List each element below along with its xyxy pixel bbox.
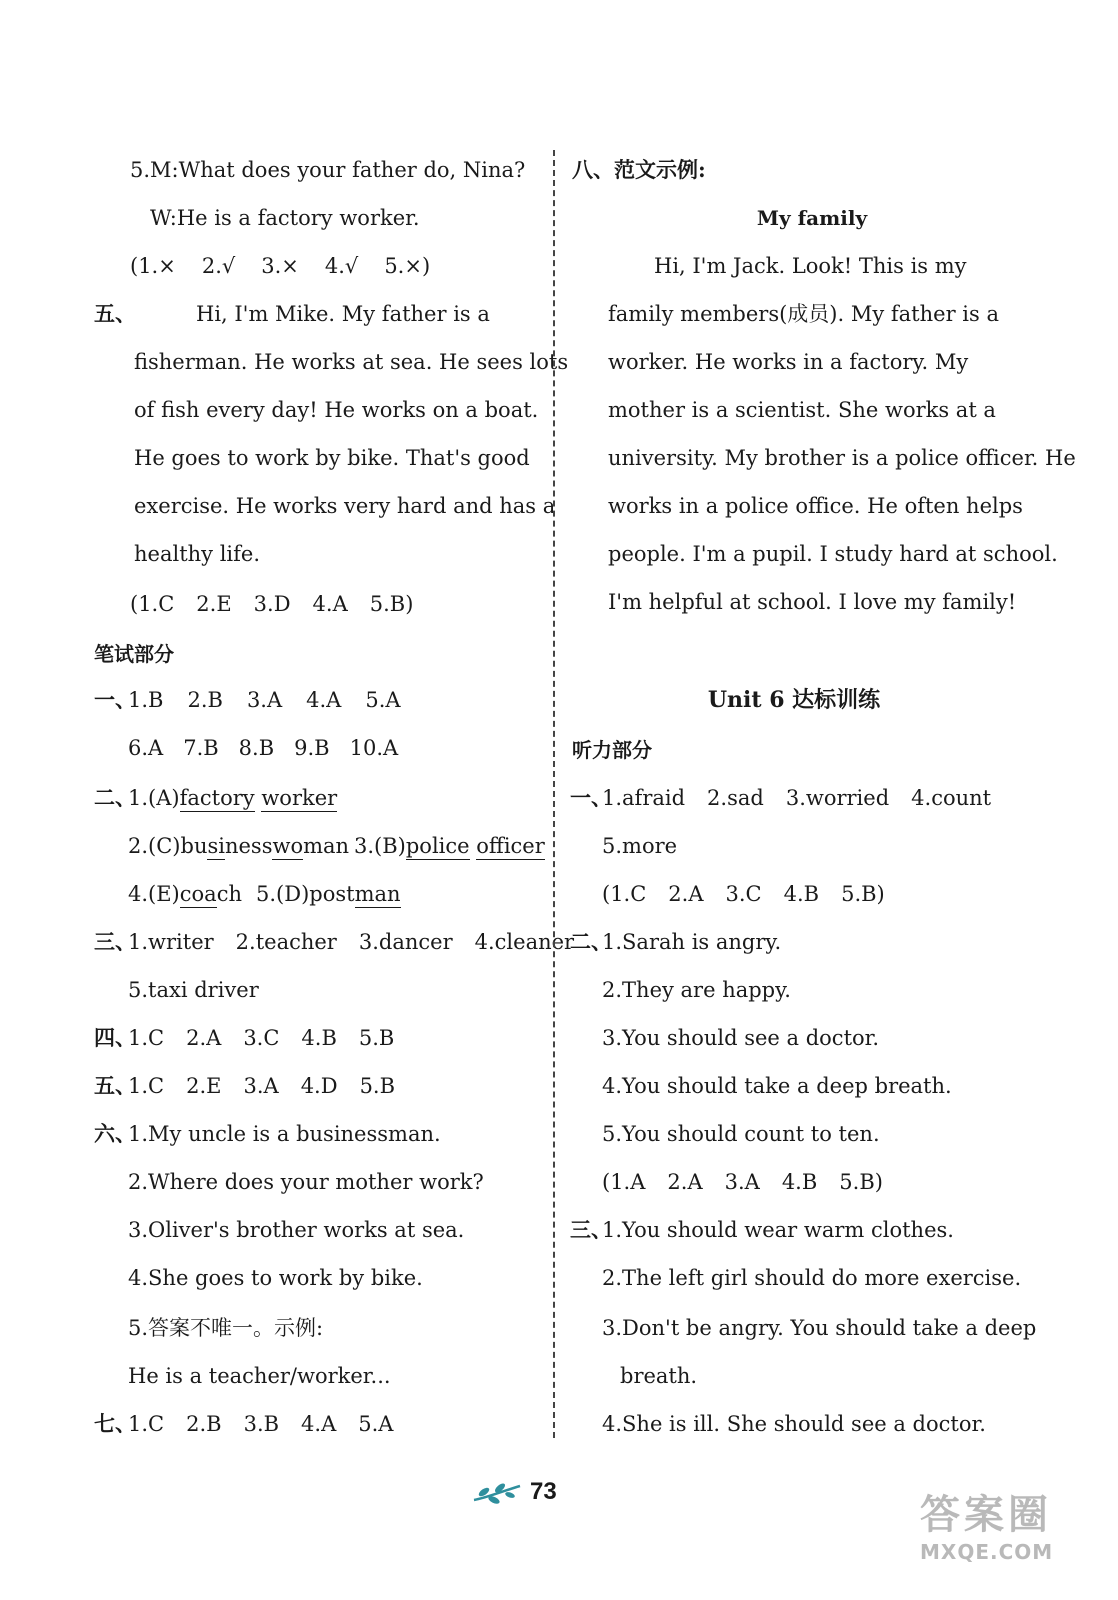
w2-item: 1.(A)factory worker bbox=[128, 786, 338, 810]
w2-item: 4.(E)coach bbox=[128, 882, 242, 906]
section-tag: 七、 bbox=[94, 1411, 136, 1436]
column-divider bbox=[553, 150, 555, 1438]
passage-line: healthy life. bbox=[134, 542, 260, 566]
l1-row1: 1.afraid 2.sad 3.worried 4.count bbox=[602, 786, 992, 810]
l2-line: 5.You should count to ten. bbox=[602, 1122, 880, 1146]
essay-line: university. My brother is a police officer. He bbox=[608, 446, 1076, 470]
w4-answers: 1.C 2.A 3.C 4.B 5.B bbox=[128, 1026, 395, 1050]
watermark bbox=[920, 1490, 1053, 1564]
q5-answers bbox=[130, 252, 450, 280]
passage-line: of fish every day! He works on a boat. bbox=[134, 398, 539, 422]
section-tag: 四、 bbox=[94, 1025, 136, 1050]
l2-answers: (1.A 2.A 3.A 4.B 5.B) bbox=[602, 1170, 883, 1194]
essay-line: I'm helpful at school. I love my family! bbox=[608, 590, 1017, 614]
w2-item: 3.(B)police officer bbox=[354, 834, 545, 858]
answer: 5.×) bbox=[384, 254, 431, 278]
section-tag: 八、范文示例: bbox=[572, 157, 706, 182]
essay-line: Hi, I'm Jack. Look! This is my bbox=[654, 254, 967, 278]
answer: (1.× bbox=[130, 254, 176, 278]
w1-row2: 6.A 7.B 8.B 9.B 10.A bbox=[128, 736, 399, 760]
l3-line: 2.The left girl should do more exercise. bbox=[602, 1266, 1022, 1290]
l2-line: 1.Sarah is angry. bbox=[602, 930, 782, 954]
passage-line: fisherman. He works at sea. He sees lots bbox=[134, 350, 569, 374]
essay-line: works in a police office. He often helps bbox=[608, 494, 1023, 518]
w6-line: 1.My uncle is a businessman. bbox=[128, 1122, 441, 1146]
w2-item: 5.(D)postman bbox=[256, 882, 401, 906]
q5-m-line: 5.M:What does your father do, Nina? bbox=[130, 158, 526, 182]
watermark-title: 答案圈 bbox=[920, 1492, 1052, 1538]
listening-heading: 听力部分 bbox=[572, 738, 652, 762]
w5-answers: 1.C 2.E 3.A 4.D 5.B bbox=[128, 1074, 396, 1098]
w1-row1: 1.B 2.B 3.A 4.A 5.A bbox=[128, 688, 401, 712]
w3-row1: 1.writer 2.teacher 3.dancer 4.cleaner bbox=[128, 930, 575, 954]
essay-line: people. I'm a pupil. I study hard at school. bbox=[608, 542, 1058, 566]
essay-line: family members(成员). My father is a bbox=[608, 302, 999, 326]
q5-w-line: W:He is a factory worker. bbox=[150, 206, 420, 230]
l2-line: 2.They are happy. bbox=[602, 978, 791, 1002]
unit-title: Unit 6 达标训练 bbox=[707, 687, 881, 713]
written-heading: 笔试部分 bbox=[94, 642, 174, 666]
page-number: 73 bbox=[530, 1478, 557, 1505]
section-tag: 一、 bbox=[570, 785, 612, 810]
w3-row2: 5.taxi driver bbox=[128, 978, 259, 1002]
l1-row2: 5.more bbox=[602, 834, 678, 858]
section-tag: 二、 bbox=[94, 785, 136, 810]
answer: (1.C bbox=[130, 592, 175, 616]
w2-item: 2.(C)businesswoman bbox=[128, 834, 350, 858]
l3-line: breath. bbox=[620, 1364, 698, 1388]
leaf-branch-icon bbox=[470, 1478, 528, 1508]
answer: 2.√ bbox=[201, 254, 236, 278]
section-tag: 六、 bbox=[94, 1121, 136, 1146]
s5-answers bbox=[130, 590, 413, 618]
w6-line: 2.Where does your mother work? bbox=[128, 1170, 484, 1194]
section-tag: 五、 bbox=[94, 301, 136, 326]
section-tag: 一、 bbox=[94, 687, 136, 712]
watermark-url: MXQE.COM bbox=[920, 1540, 1054, 1564]
w6-line: 4.She goes to work by bike. bbox=[128, 1266, 423, 1290]
passage-line: exercise. He works very hard and has a bbox=[134, 494, 556, 518]
l1-answers: (1.C 2.A 3.C 4.B 5.B) bbox=[602, 882, 885, 906]
l2-line: 4.You should take a deep breath. bbox=[602, 1074, 952, 1098]
w6-line: 3.Oliver's brother works at sea. bbox=[128, 1218, 465, 1242]
answer: 3.D bbox=[253, 592, 291, 616]
essay-title: My family bbox=[756, 206, 868, 230]
answer: 5.B) bbox=[369, 592, 414, 616]
section-tag: 三、 bbox=[94, 929, 136, 954]
l3-line: 3.Don't be angry. You should take a deep bbox=[602, 1316, 1037, 1340]
answer: 2.E bbox=[196, 592, 232, 616]
w7-answers: 1.C 2.B 3.B 4.A 5.A bbox=[128, 1412, 394, 1436]
l3-line: 4.She is ill. She should see a doctor. bbox=[602, 1412, 986, 1436]
essay-line: worker. He works in a factory. My bbox=[608, 350, 969, 374]
passage-line: He goes to work by bike. That's good bbox=[134, 446, 530, 470]
answer: 4.A bbox=[312, 592, 348, 616]
l2-line: 3.You should see a doctor. bbox=[602, 1026, 880, 1050]
essay-line: mother is a scientist. She works at a bbox=[608, 398, 996, 422]
l3-line: 1.You should wear warm clothes. bbox=[602, 1218, 954, 1242]
section-tag: 三、 bbox=[570, 1217, 612, 1242]
w6-line: 5.答案不唯一。示例: bbox=[128, 1316, 324, 1340]
answer: 3.× bbox=[261, 254, 299, 278]
answer: 4.√ bbox=[324, 254, 359, 278]
section-tag: 二、 bbox=[570, 929, 612, 954]
section-tag: 五、 bbox=[94, 1073, 136, 1098]
passage-line: Hi, I'm Mike. My father is a bbox=[196, 302, 490, 326]
w6-line: He is a teacher/worker... bbox=[128, 1364, 391, 1388]
